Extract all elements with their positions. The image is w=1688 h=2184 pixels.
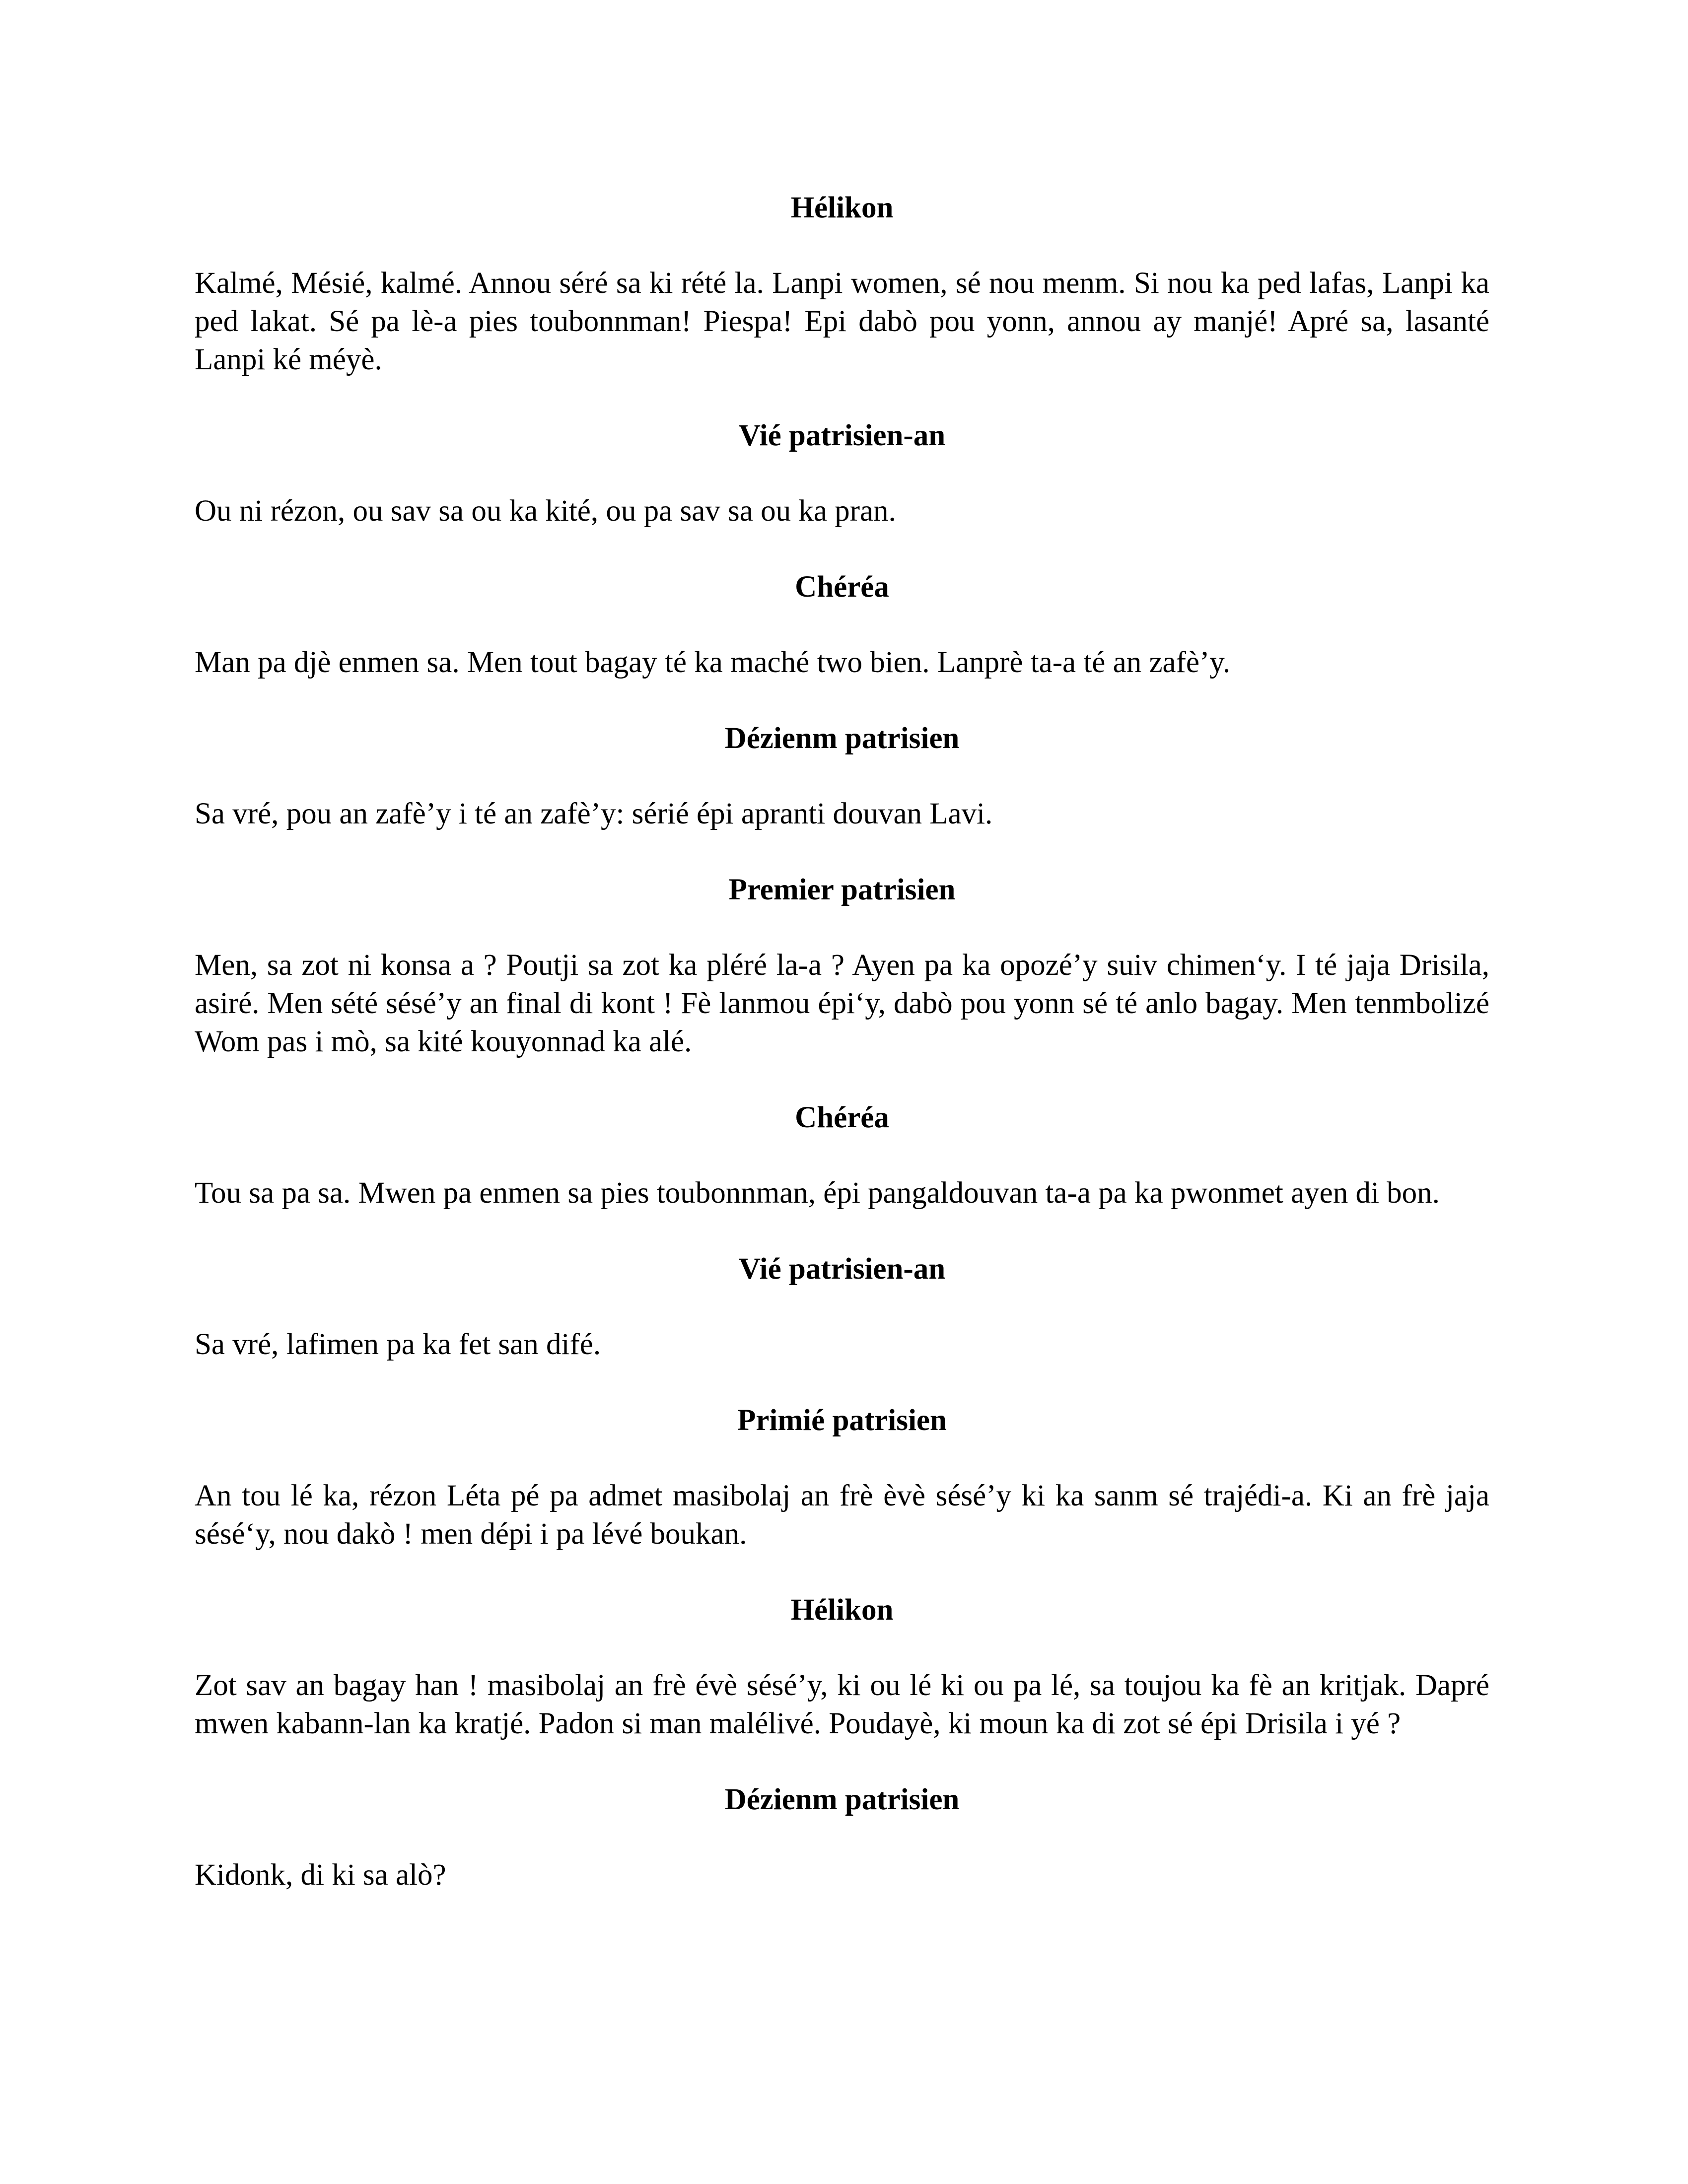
speaker-name: Premier patrisien	[728, 873, 956, 906]
speaker-name: Chéréa	[795, 1101, 889, 1134]
dialogue-line: Kalmé, Mésié, kalmé. Annou séré sa ki rété la. Lanpi women, sé nou menm. Si nou ka ped lafas, Lanpi ka ped lakat. Sé pa lè-a pies toubonnman! Piespa! Epi dabò pou yonn, annou ay manjé! Apré sa, lasanté Lanpi ké méyè.	[195, 267, 1489, 376]
dialogue-block	[195, 1250, 1489, 1401]
speaker-name: Dézienm patrisien	[724, 722, 960, 755]
speaker-name: Hélikon	[790, 191, 894, 224]
dialogue-line: Man pa djè enmen sa. Men tout bagay té ka maché two bien. Lanprè ta-a té an zafè’y.	[195, 646, 1231, 679]
dialogue-line: Men, sa zot ni konsa a ? Poutji sa zot ka pléré la-a ? Ayen pa ka opozé’y suiv chimen‘y. I té jaja Drisila, asiré. Men sété sésé’y an final di kont ! Fè lanmou épi‘y, dabò pou yonn sé té anlo bagay. Men tenmbolizé Wom pas i mò, sa kité kouyonnad ka alé.	[195, 949, 1489, 1058]
dialogue-block	[195, 871, 1489, 1098]
dialogue-line: Ou ni rézon, ou sav sa ou ka kité, ou pa sav sa ou ka pran.	[195, 494, 896, 528]
dialogue-line: Kidonk, di ki sa alò?	[195, 1858, 446, 1892]
speaker-name: Chéréa	[795, 570, 889, 604]
dialogue-block	[195, 1098, 1489, 1250]
dialogue-block	[195, 1401, 1489, 1591]
speaker-name: Vié patrisien-an	[738, 1252, 946, 1286]
dialogue-line: Sa vré, lafimen pa ka fet san difé.	[195, 1328, 601, 1361]
dialogue-line: Zot sav an bagay han ! masibolaj an frè évè sésé’y, ki ou lé ki ou pa lé, sa toujou ka fè an kritjak. Dapré mwen kabann-lan ka kratjé. Padon si man malélivé. Poudayè, ki moun ka di zot sé épi Drisila i yé ?	[195, 1669, 1489, 1740]
speaker-name: Hélikon	[790, 1593, 894, 1627]
dialogue-block	[195, 416, 1489, 568]
speaker-name: Dézienm patrisien	[724, 1783, 960, 1816]
dialogue-block	[195, 1780, 1489, 1894]
dialogue-block	[195, 189, 1489, 416]
dialogue-line: Sa vré, pou an zafè’y i té an zafè’y: sérié épi apranti douvan Lavi.	[195, 797, 993, 830]
dialogue-line: Tou sa pa sa. Mwen pa enmen sa pies toubonnman, épi pangaldouvan ta-a pa ka pwonmet ayen di bon.	[195, 1176, 1440, 1210]
dialogue-block	[195, 568, 1489, 719]
document-page	[195, 189, 1489, 1894]
dialogue-block	[195, 1591, 1489, 1780]
dialogue-line: An tou lé ka, rézon Léta pé pa admet masibolaj an frè èvè sésé’y ki ka sanm sé trajédi-a. Ki an frè jaja sésé‘y, nou dakò ! men dépi i pa lévé boukan.	[195, 1479, 1489, 1551]
speaker-name: Vié patrisien-an	[738, 419, 946, 452]
dialogue-block	[195, 719, 1489, 871]
speaker-name: Primié patrisien	[737, 1404, 947, 1437]
